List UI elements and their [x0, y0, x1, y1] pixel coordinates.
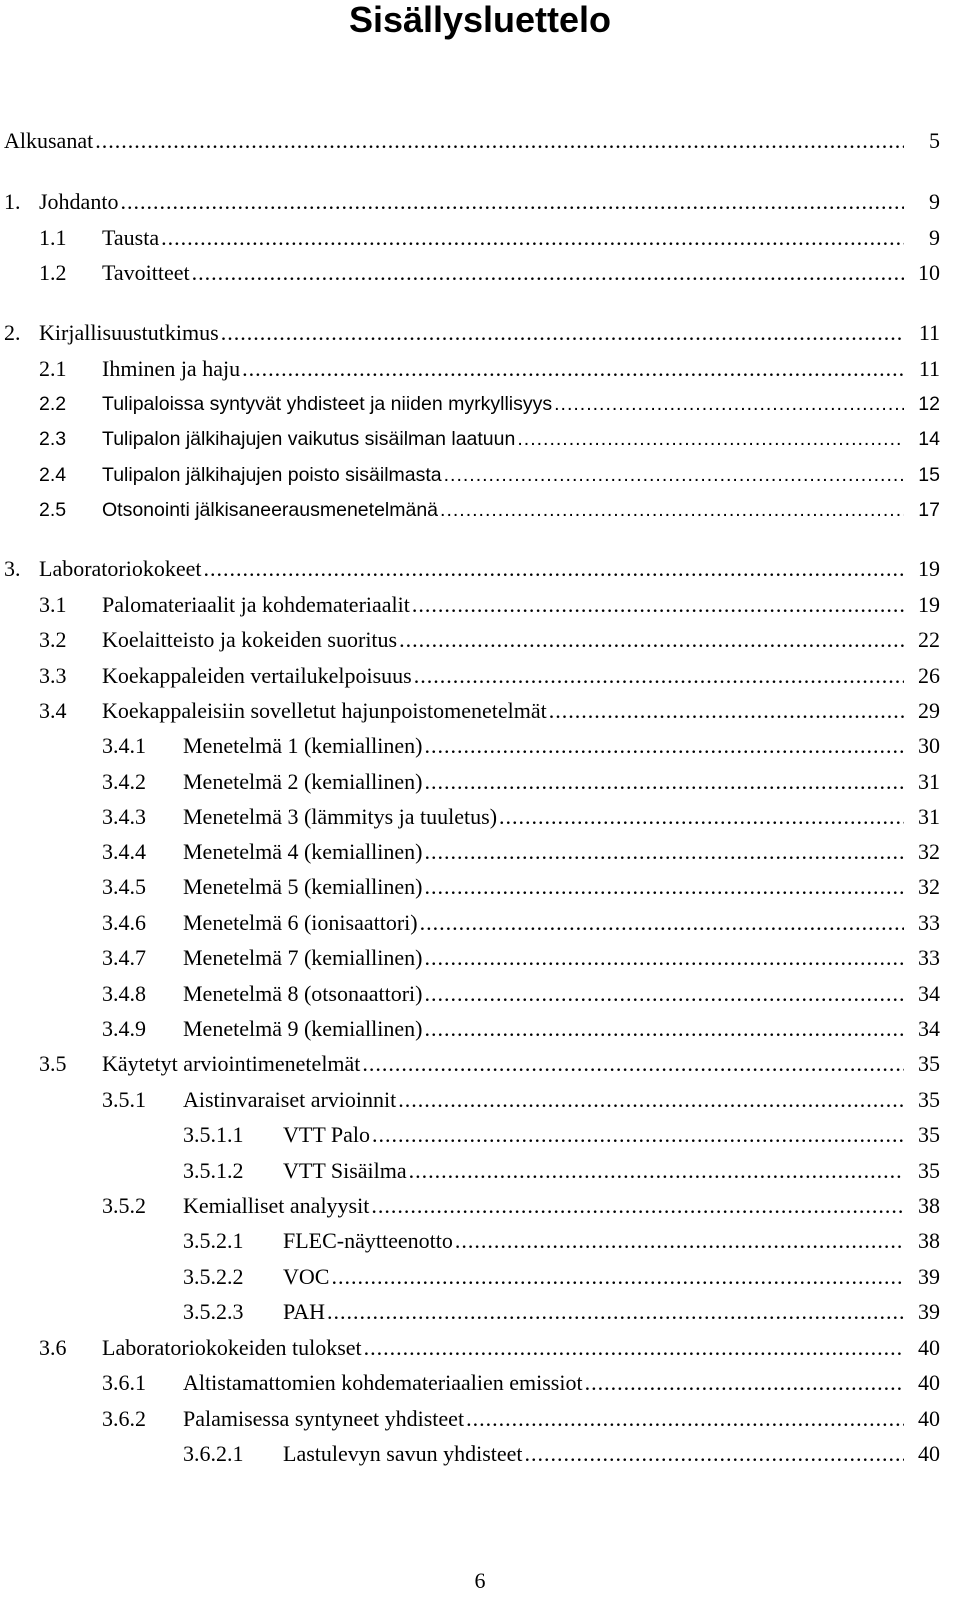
toc-entry-page: 10 — [904, 258, 940, 288]
dot-leader — [362, 1049, 904, 1079]
toc-entry-number: 3.6 — [39, 1335, 67, 1360]
toc-entry-label: Koekappaleiden vertailukelpoisuus — [102, 661, 414, 691]
toc-entry-number: 3.5.1.2 — [183, 1158, 244, 1183]
toc-entry[interactable] — [0, 943, 940, 973]
dot-leader — [424, 767, 904, 797]
dot-leader — [440, 495, 904, 525]
toc-entry-page: 12 — [904, 389, 940, 419]
toc-entry-label: FLEC-näytteenotto — [283, 1226, 455, 1256]
toc-entry[interactable] — [0, 354, 940, 384]
toc-entry-page: 15 — [904, 460, 940, 490]
toc-entry[interactable] — [0, 554, 940, 584]
toc-entry[interactable] — [0, 1368, 940, 1398]
toc-entry-number: 3.4.7 — [102, 945, 146, 970]
toc-entry-label: Menetelmä 2 (kemiallinen) — [183, 767, 424, 797]
toc-entry-number: 3.2 — [39, 627, 67, 652]
toc-entry[interactable] — [0, 223, 940, 253]
toc-entry-page: 17 — [904, 495, 940, 525]
dot-leader — [517, 424, 904, 454]
toc-entry-label: Tausta — [102, 223, 161, 253]
dot-leader — [549, 696, 904, 726]
toc-entry-label: Menetelmä 9 (kemiallinen) — [183, 1014, 424, 1044]
toc-entry-label: Palamisessa syntyneet yhdisteet — [183, 1404, 466, 1434]
toc-entry-label: Ihminen ja haju — [102, 354, 242, 384]
dot-leader — [364, 1333, 904, 1363]
toc-entry[interactable] — [0, 424, 940, 454]
toc-entry[interactable] — [0, 767, 940, 797]
toc-entry-number: 3.4.4 — [102, 839, 146, 864]
toc-entry-page: 35 — [904, 1120, 940, 1150]
toc-entry-number: 3. — [4, 556, 21, 581]
toc-entry-page: 39 — [904, 1297, 940, 1327]
toc-entry[interactable] — [0, 696, 940, 726]
toc-entry-page: 31 — [904, 767, 940, 797]
toc-entry[interactable] — [0, 495, 940, 525]
toc-entry[interactable] — [0, 590, 940, 620]
dot-leader — [554, 389, 904, 419]
toc-entry-page: 11 — [904, 318, 940, 348]
toc-entry-label: Laboratoriokokeet — [39, 554, 204, 584]
dot-leader — [371, 1191, 904, 1221]
toc-entry-number: 3.5.2.1 — [183, 1228, 244, 1253]
toc-entry-number: 2.5 — [39, 499, 67, 521]
toc-entry-label: Menetelmä 5 (kemiallinen) — [183, 872, 424, 902]
toc-entry-label: Menetelmä 3 (lämmitys ja tuuletus) — [183, 802, 499, 832]
dot-leader — [412, 590, 904, 620]
dot-leader — [424, 943, 904, 973]
toc-entry-label: Kemialliset analyysit — [183, 1191, 371, 1221]
toc-entry-number: 3.5.1.1 — [183, 1122, 244, 1147]
toc-entry-number: 3.5.2.2 — [183, 1264, 244, 1289]
toc-entry-page: 38 — [904, 1191, 940, 1221]
toc-entry-number: 3.4.9 — [102, 1016, 146, 1041]
toc-entry-number: 2.4 — [39, 464, 67, 486]
toc-entry-label: Altistamattomien kohdemateriaalien emissiot — [183, 1368, 585, 1398]
toc-entry-number: 2.3 — [39, 428, 67, 450]
dot-leader — [466, 1404, 904, 1434]
toc-entry-number: 3.6.2 — [102, 1406, 146, 1431]
toc-entry[interactable] — [0, 389, 940, 419]
toc-entry-number: 3.4.3 — [102, 804, 146, 829]
toc-entry-page: 34 — [904, 1014, 940, 1044]
toc-entry-label: Tavoitteet — [102, 258, 192, 288]
dot-leader — [424, 1014, 904, 1044]
toc-entry-page: 19 — [904, 590, 940, 620]
dot-leader — [242, 354, 904, 384]
toc-entry-number: 3.5 — [39, 1051, 67, 1076]
toc-entry[interactable] — [0, 837, 940, 867]
toc-entry[interactable] — [0, 1156, 940, 1186]
toc-entry-number: 2. — [4, 320, 21, 345]
toc-entry-number: 3.4.8 — [102, 981, 146, 1006]
toc-entry[interactable] — [0, 1333, 940, 1363]
toc-entry-label: Aistinvaraiset arvioinnit — [183, 1085, 398, 1115]
toc-entry[interactable] — [0, 979, 940, 1009]
toc-entry-page: 40 — [904, 1333, 940, 1363]
toc-entry[interactable] — [0, 802, 940, 832]
toc-entry-page: 9 — [904, 223, 940, 253]
toc-entry-number: 1.2 — [39, 260, 67, 285]
toc-entry-label: Menetelmä 7 (kemiallinen) — [183, 943, 424, 973]
toc-entry-number: 1. — [4, 189, 21, 214]
toc-entry-number: 3.4.1 — [102, 733, 146, 758]
dot-leader — [424, 731, 904, 761]
dot-leader — [424, 979, 904, 1009]
toc-entry-page: 40 — [904, 1368, 940, 1398]
toc-entry-number: 3.6.2.1 — [183, 1441, 244, 1466]
toc-entry-number: 2.2 — [39, 393, 67, 415]
toc-entry[interactable] — [0, 187, 940, 217]
dot-leader — [399, 625, 904, 655]
toc-entry-label: Lastulevyn savun yhdisteet — [283, 1439, 525, 1469]
dot-leader — [372, 1120, 904, 1150]
toc-entry-label: Menetelmä 1 (kemiallinen) — [183, 731, 424, 761]
toc-entry-label: Laboratoriokokeiden tulokset — [102, 1333, 364, 1363]
dot-leader — [327, 1297, 904, 1327]
toc-entry-label: Tulipaloissa syntyvät yhdisteet ja niiden myrkyllisyys — [102, 389, 554, 419]
toc-entry-label: Menetelmä 8 (otsonaattori) — [183, 979, 424, 1009]
toc-entry-page: 30 — [904, 731, 940, 761]
toc-entry[interactable] — [0, 460, 940, 490]
toc-entry-page: 29 — [904, 696, 940, 726]
toc-entry-number: 3.5.2.3 — [183, 1299, 244, 1324]
toc-entry-label: Tulipalon jälkihajujen vaikutus sisäilman laatuun — [102, 424, 517, 454]
dot-leader — [398, 1085, 904, 1115]
toc-entry[interactable] — [0, 1439, 940, 1469]
toc-entry-page: 32 — [904, 837, 940, 867]
toc-entry-label: Tulipalon jälkihajujen poisto sisäilmasta — [102, 460, 444, 490]
toc-entry[interactable] — [0, 258, 940, 288]
toc-entry-label: VOC — [283, 1262, 331, 1292]
dot-leader — [95, 126, 904, 156]
toc-entry[interactable] — [0, 625, 940, 655]
toc-entry-number: 3.3 — [39, 663, 67, 688]
toc-entry-label: Menetelmä 6 (ionisaattori) — [183, 908, 420, 938]
toc-entry-number: 3.4.5 — [102, 874, 146, 899]
dot-leader — [204, 554, 905, 584]
toc-entry-page: 5 — [904, 126, 940, 156]
toc-entry-page: 40 — [904, 1439, 940, 1469]
toc-entry[interactable] — [0, 1120, 940, 1150]
dot-leader — [499, 802, 904, 832]
toc-entry-label: Menetelmä 4 (kemiallinen) — [183, 837, 424, 867]
toc-entry-page: 22 — [904, 625, 940, 655]
toc-entry-page: 14 — [904, 424, 940, 454]
toc-entry-page: 26 — [904, 661, 940, 691]
toc-entry[interactable] — [0, 1014, 940, 1044]
toc-entry-page: 11 — [904, 354, 940, 384]
toc-entry-label: Kirjallisuustutkimus — [39, 318, 221, 348]
toc-entry[interactable] — [0, 872, 940, 902]
toc-entry[interactable] — [0, 1404, 940, 1434]
dot-leader — [424, 872, 904, 902]
dot-leader — [221, 318, 904, 348]
toc-entry[interactable] — [0, 318, 940, 348]
dot-leader — [409, 1156, 904, 1186]
dot-leader — [161, 223, 904, 253]
toc-entry-number: 3.6.1 — [102, 1370, 146, 1395]
toc-entry-page: 33 — [904, 908, 940, 938]
toc-entry-page: 19 — [904, 554, 940, 584]
toc-entry[interactable] — [0, 1297, 940, 1327]
toc-entry-page: 40 — [904, 1404, 940, 1434]
toc-entry[interactable] — [0, 1191, 940, 1221]
toc-entry-page: 35 — [904, 1049, 940, 1079]
toc-entry-label: Alkusanat — [4, 126, 95, 156]
toc-entry[interactable] — [0, 126, 940, 156]
toc-entry-page: 35 — [904, 1085, 940, 1115]
toc-entry-page: 35 — [904, 1156, 940, 1186]
page-title: Sisällysluettelo — [348, 0, 612, 40]
toc-entry[interactable] — [0, 1262, 940, 1292]
dot-leader — [525, 1439, 904, 1469]
toc-entry-number: 3.4.2 — [102, 769, 146, 794]
toc-entry-label: Johdanto — [39, 187, 120, 217]
toc-entry-number: 3.5.1 — [102, 1087, 146, 1112]
toc-entry-page: 9 — [904, 187, 940, 217]
dot-leader — [120, 187, 904, 217]
toc-entry-number: 3.5.2 — [102, 1193, 146, 1218]
toc-entry-label: Palomateriaalit ja kohdemateriaalit — [102, 590, 412, 620]
toc-entry-number: 2.1 — [39, 356, 67, 381]
toc-entry-label: Otsonointi jälkisaneerausmenetelmänä — [102, 495, 440, 525]
dot-leader — [331, 1262, 904, 1292]
toc-entry-page: 32 — [904, 872, 940, 902]
toc-entry-label: VTT Sisäilma — [283, 1156, 409, 1186]
toc-entry-number: 3.1 — [39, 592, 67, 617]
dot-leader — [455, 1226, 904, 1256]
toc-entry-label: Koekappaleisiin sovelletut hajunpoistomenetelmät — [102, 696, 549, 726]
dot-leader — [585, 1368, 904, 1398]
toc-entry-label: VTT Palo — [283, 1120, 372, 1150]
toc-entry-label: PAH — [283, 1297, 327, 1327]
page-number: 6 — [474, 1568, 486, 1593]
toc-entry[interactable] — [0, 661, 940, 691]
dot-leader — [414, 661, 904, 691]
dot-leader — [444, 460, 904, 490]
toc-entry[interactable] — [0, 1226, 940, 1256]
toc-entry-label: Käytetyt arviointimenetelmät — [102, 1049, 362, 1079]
toc-entry[interactable] — [0, 908, 940, 938]
toc-entry-page: 34 — [904, 979, 940, 1009]
dot-leader — [420, 908, 904, 938]
toc-entry-number: 1.1 — [39, 225, 67, 250]
toc-entry-number: 3.4 — [39, 698, 67, 723]
toc-entry-page: 33 — [904, 943, 940, 973]
toc-entry-page: 38 — [904, 1226, 940, 1256]
toc-entry-page: 31 — [904, 802, 940, 832]
toc-entry[interactable] — [0, 731, 940, 761]
toc-entry-label: Koelaitteisto ja kokeiden suoritus — [102, 625, 399, 655]
toc-entry-page: 39 — [904, 1262, 940, 1292]
dot-leader — [192, 258, 904, 288]
toc-entry-number: 3.4.6 — [102, 910, 146, 935]
dot-leader — [424, 837, 904, 867]
toc-entry[interactable] — [0, 1049, 940, 1079]
toc-entry[interactable] — [0, 1085, 940, 1115]
